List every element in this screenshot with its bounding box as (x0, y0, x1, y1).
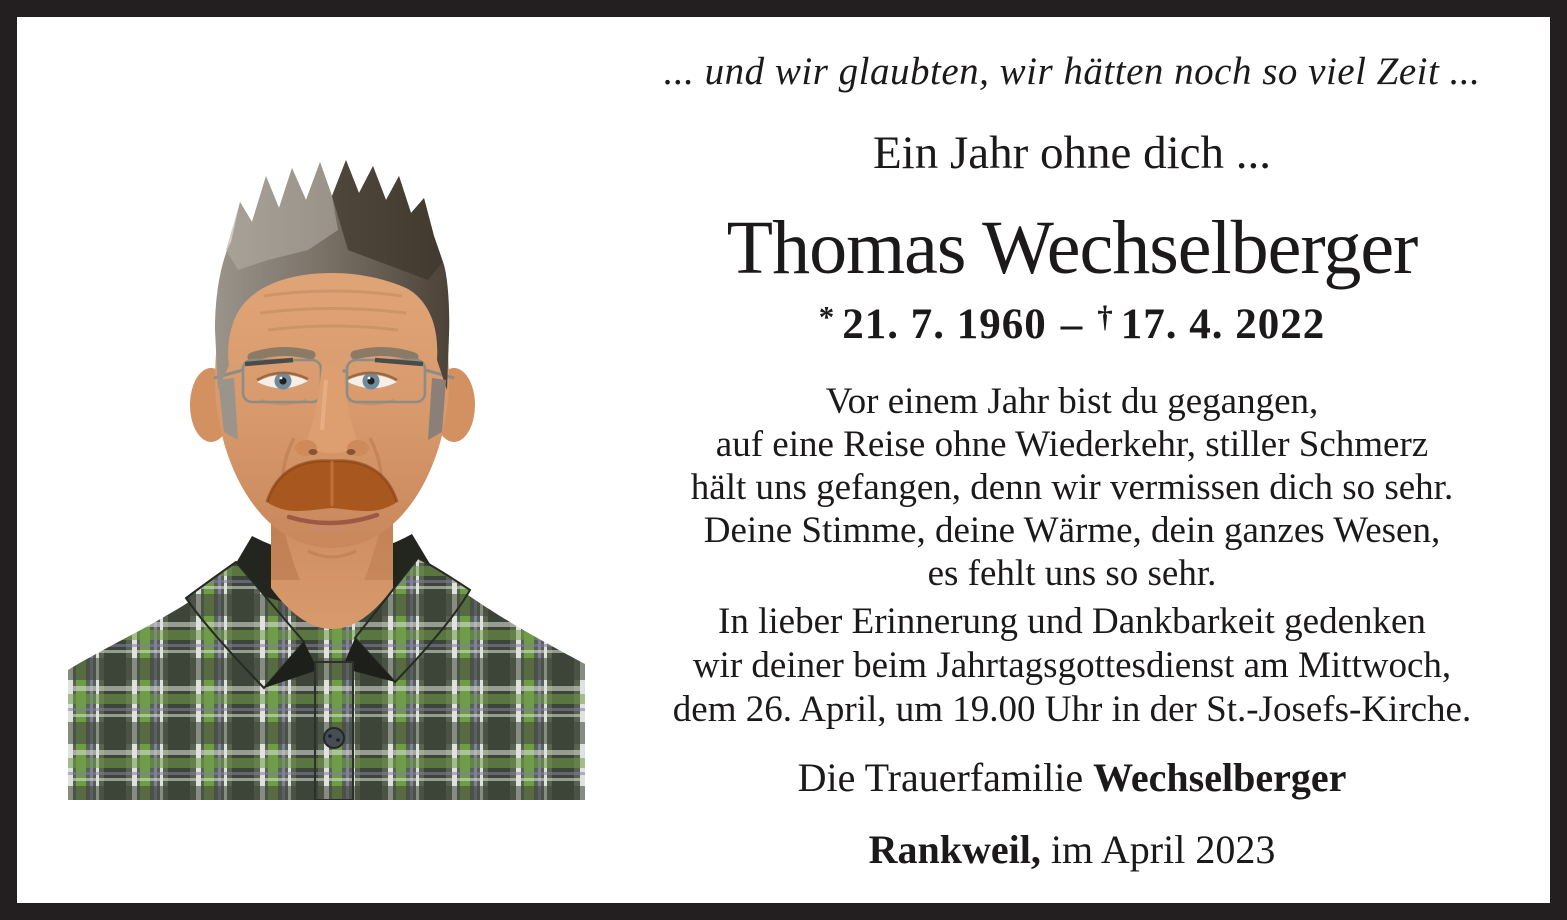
death-cross-icon: † (1097, 299, 1114, 334)
birth-star-icon: * (818, 299, 836, 334)
service-announcement (600, 600, 1544, 732)
dates-separator: – (1060, 301, 1084, 348)
poem-line: es fehlt uns so sehr. (927, 553, 1217, 594)
anniversary-line: Ein Jahr ohne dich ... (872, 127, 1272, 179)
family-signature-prefix: Die Trauerfamilie (797, 755, 1084, 800)
family-signature (600, 754, 1544, 801)
place-name: Rankweil, (868, 827, 1041, 872)
poem-line: hält uns gefangen, denn wir vermissen dich so sehr. (690, 467, 1454, 508)
date-text: im April 2023 (1050, 827, 1276, 872)
birth-date: 21. 7. 1960 (842, 301, 1047, 348)
poem-line: Vor einem Jahr bist du gegangen, (825, 381, 1319, 422)
place-date-line (600, 826, 1544, 873)
portrait-photo (68, 110, 585, 800)
announcement-line: In lieber Erinnerung und Dankbarkeit gedenken (718, 601, 1426, 642)
shirt-placket (315, 662, 353, 800)
portrait-illustration (68, 110, 585, 800)
life-dates (600, 300, 1544, 349)
announcement-line: dem 26. April, um 19.00 Uhr in der St.-Josefs-Kirche. (672, 689, 1472, 730)
family-signature-name: Wechselberger (1093, 755, 1347, 800)
memorial-text-column (600, 17, 1544, 903)
poem-line: auf eine Reise ohne Wiederkehr, stiller Schmerz (715, 424, 1429, 465)
poem-line: Deine Stimme, deine Wärme, dein ganzes Wesen, (703, 510, 1441, 551)
shirt-button (324, 728, 344, 748)
announcement-line: wir deiner beim Jahrtagsgottesdienst am Mittwoch, (692, 645, 1452, 686)
death-date: 17. 4. 2022 (1120, 301, 1326, 348)
deceased-name: Thomas Wechselberger (726, 206, 1418, 290)
epigraph: ... und wir glaubten, wir hätten noch so viel Zeit ... (663, 50, 1481, 93)
memorial-poem (600, 380, 1544, 595)
